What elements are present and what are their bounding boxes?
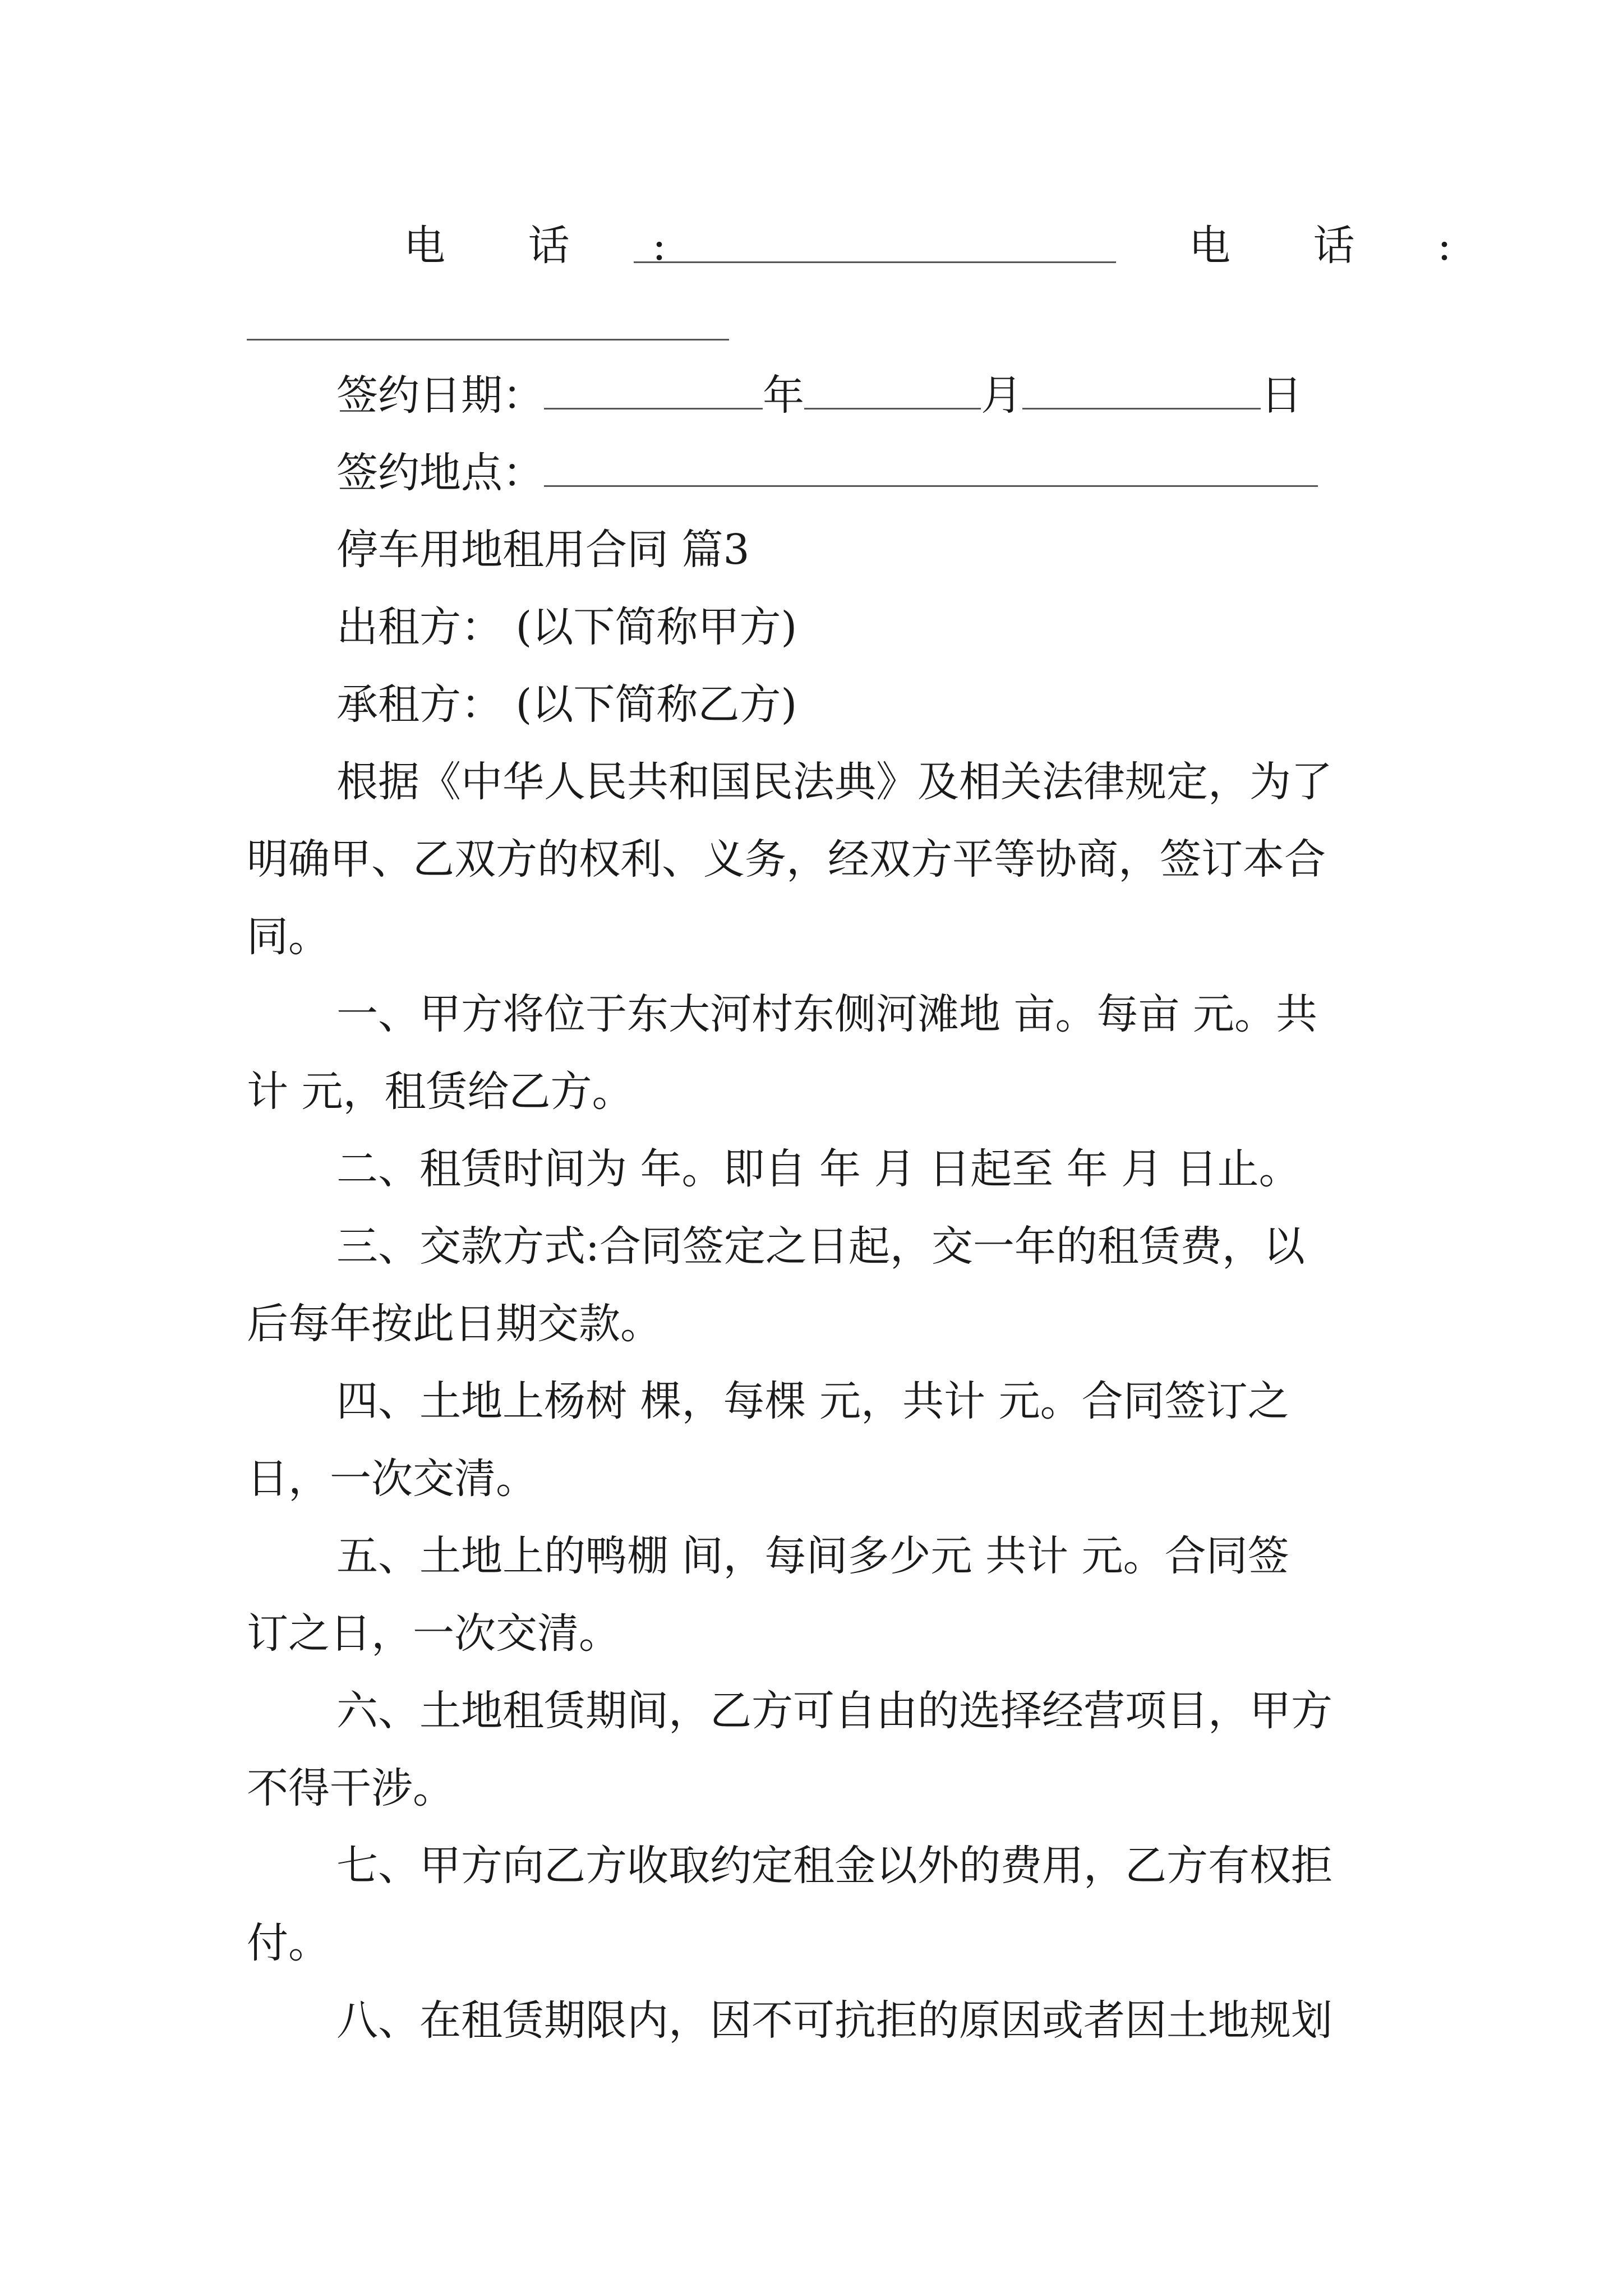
place-blank[interactable] bbox=[544, 450, 1318, 487]
phone-row bbox=[404, 218, 701, 274]
intro-line-1: 根据《中华人民共和国民法典》及相关法律规定，为了 bbox=[336, 758, 1332, 806]
signing-date-row bbox=[336, 367, 1302, 424]
contract-title: 停车用地租用合同 篇3 bbox=[336, 526, 750, 574]
day-label: 日 bbox=[1261, 371, 1302, 420]
lessee-line: 承租方： (以下简称乙方) bbox=[336, 680, 797, 729]
clause-7-line-2: 付。 bbox=[247, 1919, 330, 1967]
signing-date-label: 签约日期： bbox=[336, 371, 544, 420]
clause-6-line-1: 六、土地租赁期间，乙方可自由的选择经营项目，甲方 bbox=[336, 1687, 1332, 1735]
phone-label-party-b: 电 话 : bbox=[1189, 222, 1486, 270]
clause-4-line-2: 日，一次交清。 bbox=[247, 1455, 537, 1503]
clause-4-line-1: 四、土地上杨树 棵，每棵 元，共计 元。合同签订之 bbox=[336, 1377, 1289, 1425]
clause-8-line-1: 八、在租赁期限内，因不可抗拒的原因或者因土地规划 bbox=[336, 1996, 1332, 2045]
intro-line-3: 同。 bbox=[247, 913, 330, 961]
clause-5-line-1: 五、土地上的鸭棚 间，每间多少元 共计 元。合同签 bbox=[336, 1532, 1289, 1580]
clause-6-line-2: 不得干涉。 bbox=[247, 1764, 454, 1812]
clause-5-line-2: 订之日，一次交清。 bbox=[247, 1609, 620, 1658]
clause-1-line-1: 一、甲方将位于东大河村东侧河滩地 亩。每亩 元。共 bbox=[336, 990, 1318, 1038]
year-label: 年 bbox=[763, 371, 804, 420]
signing-place-row bbox=[336, 445, 1318, 501]
day-blank[interactable] bbox=[1022, 373, 1261, 409]
phone-row-b bbox=[1189, 218, 1486, 274]
signing-place-label: 签约地点： bbox=[336, 449, 544, 497]
intro-line-2: 明确甲、乙双方的权利、义务，经双方平等协商，签订本合 bbox=[247, 835, 1326, 884]
clause-2-line-1: 二、租赁时间为 年。即自 年 月 日起至 年 月 日止。 bbox=[336, 1145, 1301, 1193]
clause-7-line-1: 七、甲方向乙方收取约定租金以外的费用，乙方有权拒 bbox=[336, 1842, 1332, 1890]
year-blank[interactable] bbox=[544, 373, 763, 409]
phone-blank-party-a[interactable] bbox=[634, 261, 1116, 263]
clause-1-line-2: 计 元，租赁给乙方。 bbox=[247, 1068, 634, 1116]
month-label: 月 bbox=[981, 371, 1022, 420]
clause-3-line-2: 后每年按此日期交款。 bbox=[247, 1300, 662, 1348]
clause-3-line-1: 三、交款方式:合同签定之日起，交一年的租赁费，以 bbox=[336, 1222, 1305, 1271]
month-blank[interactable] bbox=[804, 373, 981, 409]
lessor-line: 出租方： (以下简称甲方) bbox=[336, 603, 797, 651]
phone-label-party-a: 电 话 : bbox=[404, 222, 701, 270]
phone-blank-party-b[interactable] bbox=[247, 339, 729, 341]
